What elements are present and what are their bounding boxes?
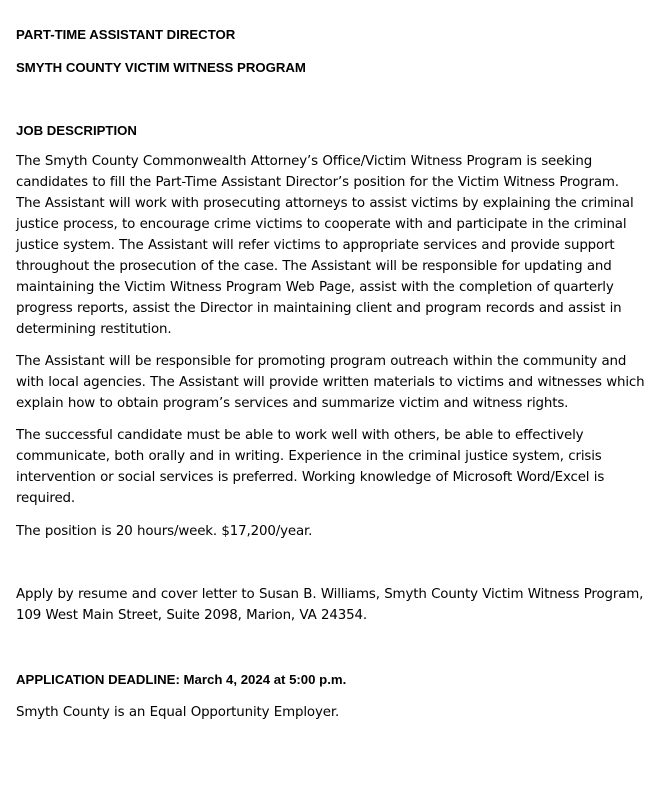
description-paragraph-3 — [16, 425, 644, 509]
text-line: communicate, both orally and in writing. Experience in the criminal justice system, crisis — [16, 449, 602, 464]
apply-paragraph — [16, 584, 644, 626]
text-line: Smyth County is an Equal Opportunity Employer. — [16, 705, 340, 720]
text-line: Apply by resume and cover letter to Susan B. Williams, Smyth County Victim Witness Program, — [16, 587, 644, 602]
text-line: The Smyth County Commonwealth Attorney’s Office/Victim Witness Program is seeking — [16, 154, 593, 169]
job-title: PART-TIME ASSISTANT DIRECTOR — [16, 27, 236, 42]
program-name: SMYTH COUNTY VICTIM WITNESS PROGRAM — [16, 60, 306, 75]
text-line: progress reports, assist the Director in maintaining client and program records and assist in — [16, 301, 622, 316]
text-line: justice system. The Assistant will refer victims to appropriate services and provide support — [16, 238, 615, 253]
salary-line — [16, 521, 644, 542]
text-line: throughout the prosecution of the case. The Assistant will be responsible for updating and — [16, 259, 612, 274]
description-paragraph-1 — [16, 151, 644, 340]
text-line: intervention or social services is preferred. Working knowledge of Microsoft Word/Excel is — [16, 470, 605, 485]
equal-opportunity-statement — [16, 702, 644, 723]
text-line: The successful candidate must be able to work well with others, be able to effectively — [16, 428, 584, 443]
description-paragraph-2 — [16, 351, 644, 414]
text-line: with local agencies. The Assistant will provide written materials to victims and witnesses which — [16, 375, 645, 390]
text-line: candidates to fill the Part-Time Assistant Director’s position for the Victim Witness Program. — [16, 175, 619, 190]
text-line: The Assistant will be responsible for promoting program outreach within the community and — [16, 354, 627, 369]
job-description-heading: JOB DESCRIPTION — [16, 123, 137, 138]
text-line: maintaining the Victim Witness Program Web Page, assist with the completion of quarterly — [16, 280, 614, 295]
text-line: The position is 20 hours/week. $17,200/year. — [16, 524, 313, 539]
text-line: required. — [16, 491, 76, 506]
text-line: justice process, to encourage crime victims to cooperate with and participate in the criminal — [16, 217, 627, 232]
text-line: The Assistant will work with prosecuting attorneys to assist victims by explaining the criminal — [16, 196, 634, 211]
application-deadline: APPLICATION DEADLINE: March 4, 2024 at 5:00 p.m. — [16, 672, 347, 687]
text-line: 109 West Main Street, Suite 2098, Marion, VA 24354. — [16, 608, 367, 623]
text-line: determining restitution. — [16, 322, 172, 337]
text-line: explain how to obtain program’s services and summarize victim and witness rights. — [16, 396, 569, 411]
